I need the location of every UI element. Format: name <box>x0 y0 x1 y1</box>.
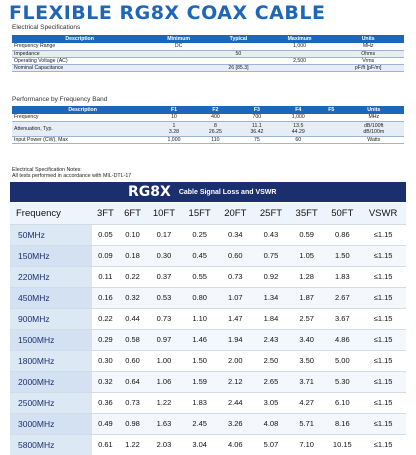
loss-cell: ≤1.15 <box>360 392 406 413</box>
loss-cell: 1.83 <box>324 266 360 287</box>
loss-cell: 0.61 <box>92 434 119 455</box>
frequency-cell: 220MHz <box>10 266 92 287</box>
performance-heading: Performance by Frequency Band <box>12 96 108 103</box>
table-cell: Nominal Capacitance <box>12 64 147 71</box>
loss-cell: 0.97 <box>146 329 182 350</box>
loss-cell: 5.07 <box>253 434 289 455</box>
table-cell <box>267 50 333 57</box>
loss-cell: 1.84 <box>253 308 289 329</box>
column-header: F3 <box>236 106 277 114</box>
loss-cell: 0.09 <box>92 245 119 266</box>
table-cell <box>319 121 344 136</box>
loss-cell: 0.05 <box>92 224 119 245</box>
loss-cell: 0.34 <box>217 224 253 245</box>
loss-cell: 1.63 <box>146 413 182 434</box>
frequency-cell: 5800MHz <box>10 434 92 455</box>
loss-cell: 3.71 <box>289 371 325 392</box>
frequency-cell: 150MHz <box>10 245 92 266</box>
page-title: FLEXIBLE RG8X COAX CABLE <box>9 2 326 24</box>
notes-line-1: Electrical Specification Notes: <box>12 167 82 173</box>
loss-cell: 0.53 <box>146 287 182 308</box>
loss-cell: 2.44 <box>217 392 253 413</box>
loss-cell: 2.03 <box>146 434 182 455</box>
electrical-specs-table <box>12 35 404 72</box>
loss-cell: 0.55 <box>182 266 218 287</box>
table-cell: Impedance <box>12 50 147 57</box>
table-row <box>12 64 404 71</box>
loss-cell: ≤1.15 <box>360 266 406 287</box>
table-cell <box>210 57 267 64</box>
loss-cell: 3.05 <box>253 392 289 413</box>
loss-cell: 2.65 <box>253 371 289 392</box>
column-header: F2 <box>195 106 236 114</box>
loss-cell: 5.30 <box>324 371 360 392</box>
frequency-cell: 1500MHz <box>10 329 92 350</box>
loss-cell: 0.58 <box>119 329 146 350</box>
column-header: 25FT <box>253 203 289 224</box>
column-header: Units <box>344 106 404 114</box>
loss-cell: 1.28 <box>289 266 325 287</box>
column-header: 50FT <box>324 203 360 224</box>
table-cell: Input Power (CW), Max <box>12 136 153 143</box>
loss-cell: 1.87 <box>289 287 325 308</box>
loss-cell: 1.22 <box>119 434 146 455</box>
column-header: Units <box>332 35 404 43</box>
table-header-row <box>12 106 404 114</box>
table-cell: 1,000 <box>267 43 333 50</box>
notes-line-2: All tests performed in accordance with MIL-DTL-17 <box>12 173 132 179</box>
table-cell: DC <box>147 43 210 50</box>
table-cell <box>147 57 210 64</box>
loss-row <box>10 266 406 287</box>
column-header: Maximum <box>267 35 333 43</box>
loss-cell: 0.22 <box>92 308 119 329</box>
loss-row <box>10 413 406 434</box>
table-row <box>12 121 404 136</box>
loss-cell: 1.47 <box>217 308 253 329</box>
loss-cell: 1.06 <box>146 371 182 392</box>
loss-row <box>10 245 406 266</box>
table-header-row <box>12 35 404 43</box>
performance-table <box>12 106 404 144</box>
table-cell <box>210 43 267 50</box>
table-cell: Ohms <box>332 50 404 57</box>
column-header: VSWR <box>360 203 406 224</box>
loss-cell: 1.50 <box>324 245 360 266</box>
column-header: 10FT <box>146 203 182 224</box>
frequency-cell: 50MHz <box>10 224 92 245</box>
loss-cell: 0.11 <box>92 266 119 287</box>
loss-cell: 5.71 <box>289 413 325 434</box>
loss-cell: ≤1.15 <box>360 308 406 329</box>
loss-cell: 0.30 <box>92 350 119 371</box>
table-cell: 8 26.25 <box>195 121 236 136</box>
loss-cell: 1.46 <box>182 329 218 350</box>
column-header: Typical <box>210 35 267 43</box>
table-cell: 1,000 <box>278 114 319 121</box>
table-cell: dB/100ft dB/100m <box>344 121 404 136</box>
electrical-heading: Electrical Specifications <box>12 24 81 31</box>
banner-subtitle: Cable Signal Loss and VSWR <box>178 188 277 196</box>
loss-cell: 0.17 <box>146 224 182 245</box>
loss-cell: 0.98 <box>119 413 146 434</box>
signal-loss-table <box>10 203 406 455</box>
loss-cell: 3.40 <box>289 329 325 350</box>
loss-cell: 1.50 <box>182 350 218 371</box>
loss-cell: 0.10 <box>119 224 146 245</box>
frequency-cell: 1800MHz <box>10 350 92 371</box>
table-cell: Vrms <box>332 57 404 64</box>
loss-cell: ≤1.15 <box>360 287 406 308</box>
frequency-cell: 900MHz <box>10 308 92 329</box>
table-cell <box>319 136 344 143</box>
table-row <box>12 57 404 64</box>
loss-cell: 5.00 <box>324 350 360 371</box>
table-row <box>12 136 404 143</box>
column-header: 15FT <box>182 203 218 224</box>
loss-cell: 1.00 <box>146 350 182 371</box>
loss-cell: 4.86 <box>324 329 360 350</box>
loss-cell: 2.67 <box>324 287 360 308</box>
table-cell: 11.1 36.42 <box>236 121 277 136</box>
table-row <box>12 50 404 57</box>
loss-cell: 0.80 <box>182 287 218 308</box>
loss-cell: 1.59 <box>182 371 218 392</box>
loss-cell: 0.37 <box>146 266 182 287</box>
loss-cell: 6.10 <box>324 392 360 413</box>
loss-cell: 0.36 <box>92 392 119 413</box>
loss-cell: 4.08 <box>253 413 289 434</box>
loss-row <box>10 371 406 392</box>
loss-row <box>10 350 406 371</box>
loss-cell: ≤1.15 <box>360 224 406 245</box>
column-header: F5 <box>319 106 344 114</box>
table-cell: Operating Voltage (AC) <box>12 57 147 64</box>
loss-cell: 0.32 <box>119 287 146 308</box>
table-cell: Frequency Range <box>12 43 147 50</box>
loss-banner <box>10 182 406 202</box>
column-header: Description <box>12 35 147 43</box>
column-header: 3FT <box>92 203 119 224</box>
column-header: Frequency <box>10 203 92 224</box>
loss-cell: 0.44 <box>119 308 146 329</box>
loss-cell: 0.22 <box>119 266 146 287</box>
loss-cell: 0.59 <box>289 224 325 245</box>
table-cell <box>147 50 210 57</box>
loss-cell: 1.05 <box>289 245 325 266</box>
table-cell: pF/ft [pF/m] <box>332 64 404 71</box>
column-header: Minimum <box>147 35 210 43</box>
loss-cell: 0.73 <box>146 308 182 329</box>
loss-row <box>10 308 406 329</box>
loss-cell: 2.50 <box>253 350 289 371</box>
loss-cell: 1.34 <box>253 287 289 308</box>
table-cell: Frequency <box>12 114 153 121</box>
loss-cell: 0.60 <box>119 350 146 371</box>
loss-cell: 3.67 <box>324 308 360 329</box>
loss-cell: ≤1.15 <box>360 329 406 350</box>
loss-cell: 3.26 <box>217 413 253 434</box>
frequency-cell: 3000MHz <box>10 413 92 434</box>
loss-cell: 2.45 <box>182 413 218 434</box>
loss-cell: 3.50 <box>289 350 325 371</box>
table-row <box>12 114 404 121</box>
table-cell: 1 3.28 <box>153 121 194 136</box>
frequency-cell: 2500MHz <box>10 392 92 413</box>
table-cell: 26 [85.3] <box>210 64 267 71</box>
loss-header-row <box>10 203 406 224</box>
loss-cell: 1.10 <box>182 308 218 329</box>
loss-cell: ≤1.15 <box>360 245 406 266</box>
column-header: 6FT <box>119 203 146 224</box>
loss-cell: ≤1.15 <box>360 434 406 455</box>
table-cell: 400 <box>195 114 236 121</box>
loss-cell: 0.25 <box>182 224 218 245</box>
banner-model: RG8X <box>128 184 171 200</box>
loss-cell: 0.73 <box>217 266 253 287</box>
column-header: Description <box>12 106 153 114</box>
frequency-cell: 2000MHz <box>10 371 92 392</box>
table-cell: MHz <box>344 114 404 121</box>
column-header: 20FT <box>217 203 253 224</box>
loss-cell: 0.45 <box>182 245 218 266</box>
table-cell <box>319 114 344 121</box>
loss-cell: 2.12 <box>217 371 253 392</box>
table-cell: Attenuation, Typ. <box>12 121 153 136</box>
loss-row <box>10 329 406 350</box>
table-cell: 700 <box>236 114 277 121</box>
loss-cell: 0.43 <box>253 224 289 245</box>
loss-cell: 1.07 <box>217 287 253 308</box>
loss-cell: 0.16 <box>92 287 119 308</box>
loss-row <box>10 287 406 308</box>
loss-cell: 0.49 <box>92 413 119 434</box>
table-cell <box>267 64 333 71</box>
loss-cell: 0.18 <box>119 245 146 266</box>
loss-cell: 0.86 <box>324 224 360 245</box>
loss-row <box>10 392 406 413</box>
table-cell: MHz <box>332 43 404 50</box>
table-cell <box>147 64 210 71</box>
loss-cell: 10.15 <box>324 434 360 455</box>
loss-cell: 2.57 <box>289 308 325 329</box>
table-cell: 1,000 <box>153 136 194 143</box>
loss-cell: 0.30 <box>146 245 182 266</box>
loss-cell: 0.32 <box>92 371 119 392</box>
frequency-cell: 450MHz <box>10 287 92 308</box>
loss-cell: 0.60 <box>217 245 253 266</box>
table-cell: 13.5 44.29 <box>278 121 319 136</box>
loss-cell: 0.92 <box>253 266 289 287</box>
loss-row <box>10 434 406 455</box>
loss-cell: 1.22 <box>146 392 182 413</box>
loss-cell: 0.75 <box>253 245 289 266</box>
loss-cell: 0.64 <box>119 371 146 392</box>
loss-cell: 0.29 <box>92 329 119 350</box>
loss-cell: 4.27 <box>289 392 325 413</box>
column-header: F4 <box>278 106 319 114</box>
loss-cell: ≤1.15 <box>360 371 406 392</box>
loss-cell: 1.83 <box>182 392 218 413</box>
table-cell: 110 <box>195 136 236 143</box>
table-cell: 2,500 <box>267 57 333 64</box>
loss-row <box>10 224 406 245</box>
table-cell: 60 <box>278 136 319 143</box>
loss-cell: 7.10 <box>289 434 325 455</box>
loss-cell: 2.43 <box>253 329 289 350</box>
loss-cell: 3.04 <box>182 434 218 455</box>
loss-cell: 4.06 <box>217 434 253 455</box>
column-header: 35FT <box>289 203 325 224</box>
loss-cell: 8.16 <box>324 413 360 434</box>
loss-cell: 0.73 <box>119 392 146 413</box>
table-row <box>12 43 404 50</box>
loss-cell: ≤1.15 <box>360 350 406 371</box>
table-cell: 75 <box>236 136 277 143</box>
loss-cell: ≤1.15 <box>360 413 406 434</box>
table-cell: Watts <box>344 136 404 143</box>
loss-cell: 2.00 <box>217 350 253 371</box>
table-cell: 50 <box>210 50 267 57</box>
column-header: F1 <box>153 106 194 114</box>
loss-cell: 1.94 <box>217 329 253 350</box>
table-cell: 10 <box>153 114 194 121</box>
